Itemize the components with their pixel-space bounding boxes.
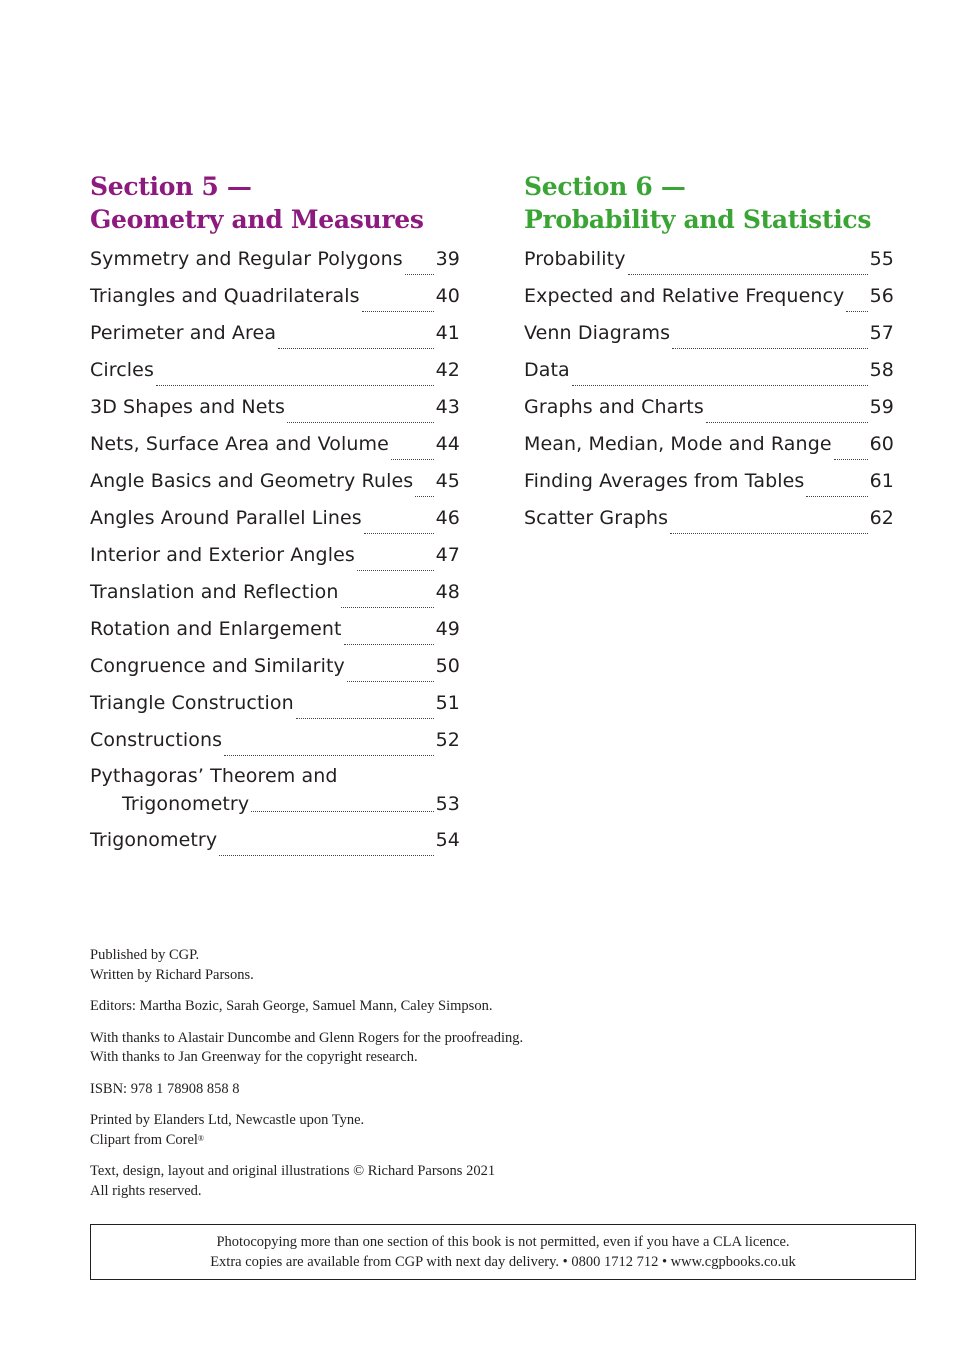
published-by: Published by CGP. (90, 947, 200, 963)
page-number: 45 (435, 470, 460, 492)
page-number: 49 (435, 618, 460, 640)
dot-leader (415, 496, 433, 497)
printing-info (90, 1111, 690, 1150)
entry-title: Symmetry and Regular Polygons (90, 248, 403, 270)
entry-title: Venn Diagrams (524, 322, 671, 344)
dot-leader (834, 459, 868, 460)
toc-entry[interactable] (90, 503, 460, 540)
page-number: 39 (435, 248, 460, 270)
printed-by: Printed by Elanders Ltd, Newcastle upon Tyne. (90, 1112, 365, 1128)
editors: Editors: Martha Bozic, Sarah George, Samuel Mann, Caley Simpson. (90, 998, 493, 1014)
toc-entry[interactable] (524, 281, 894, 318)
section-heading (90, 170, 460, 236)
entry-title: Nets, Surface Area and Volume (90, 433, 389, 455)
order-info: Extra copies are available from CGP with next day delivery. • 0800 1712 712 • www.cgpbooks.co.uk (210, 1254, 796, 1270)
page-number: 60 (869, 433, 894, 455)
toc-list (524, 244, 894, 540)
toc-entry[interactable] (90, 281, 460, 318)
toc-entry[interactable] (90, 614, 460, 651)
toc-entry[interactable] (90, 540, 460, 577)
entry-title: Circles (90, 359, 154, 381)
dot-leader (391, 459, 434, 460)
page-number: 61 (869, 470, 894, 492)
entry-title: Triangles and Quadrilaterals (90, 285, 360, 307)
registered-mark: ® (197, 1133, 204, 1143)
dot-leader (341, 607, 434, 608)
toc-entry[interactable] (90, 577, 460, 614)
dot-leader (278, 348, 434, 349)
page-number: 47 (435, 544, 460, 566)
dot-leader (287, 422, 434, 423)
toc-entry[interactable] (90, 762, 460, 818)
toc-entry[interactable] (90, 688, 460, 725)
written-by: Written by Richard Parsons. (90, 966, 254, 983)
dot-leader (251, 811, 433, 812)
toc-entry[interactable] (90, 466, 460, 503)
entry-title: Mean, Median, Mode and Range (524, 433, 832, 455)
toc-entry[interactable] (90, 244, 460, 281)
rights-reserved: All rights reserved. (90, 1182, 202, 1199)
toc-entry[interactable] (524, 318, 894, 355)
toc-entry[interactable] (524, 503, 894, 540)
section-5-contents (90, 170, 460, 862)
page-number: 51 (435, 692, 460, 714)
entry-title: Rotation and Enlargement (90, 618, 342, 640)
dot-leader (806, 496, 867, 497)
toc-entry[interactable] (90, 651, 460, 688)
entry-title: Graphs and Charts (524, 396, 704, 418)
copyright-line: Text, design, layout and original illustrations © Richard Parsons 2021 (90, 1163, 496, 1179)
dot-leader (347, 681, 434, 682)
page-number: 57 (869, 322, 894, 344)
entry-title: Triangle Construction (90, 692, 294, 714)
dot-leader (672, 348, 867, 349)
section-6-contents (524, 170, 894, 540)
entry-title: Finding Averages from Tables (524, 470, 805, 492)
toc-list (90, 244, 460, 862)
section-number: Section 5 — (90, 172, 252, 201)
page-number: 62 (869, 507, 894, 529)
acknowledgements (90, 1029, 690, 1068)
entry-title: Interior and Exterior Angles (90, 544, 355, 566)
clipart-credit: Clipart from Corel (90, 1131, 198, 1148)
page-number: 55 (869, 248, 894, 270)
page-number: 40 (435, 285, 460, 307)
photocopy-notice-box (90, 1224, 916, 1280)
dot-leader (670, 533, 867, 534)
dot-leader (846, 311, 867, 312)
toc-entry[interactable] (90, 725, 460, 762)
toc-entry[interactable] (524, 429, 894, 466)
section-title: Geometry and Measures (90, 205, 424, 234)
toc-entry[interactable] (90, 825, 460, 862)
entry-title: Probability (524, 248, 626, 270)
entry-title: Angles Around Parallel Lines (90, 507, 362, 529)
copyright-info (90, 1162, 690, 1201)
page-number: 59 (869, 396, 894, 418)
thanks-proofreading: With thanks to Alastair Duncombe and Glenn Rogers for the proofreading. (90, 1029, 524, 1046)
page-number: 52 (435, 729, 460, 751)
dot-leader (572, 385, 868, 386)
dot-leader (357, 570, 434, 571)
entry-title-line2: Trigonometry (122, 793, 250, 815)
toc-entry[interactable] (90, 355, 460, 392)
entry-title: Expected and Relative Frequency (524, 285, 845, 307)
dot-leader (219, 855, 433, 856)
toc-entry[interactable] (90, 318, 460, 355)
toc-entry[interactable] (524, 392, 894, 429)
entry-title: Perimeter and Area (90, 322, 277, 344)
dot-leader (224, 755, 433, 756)
dot-leader (296, 718, 434, 719)
page-number: 43 (435, 396, 460, 418)
toc-entry[interactable] (90, 392, 460, 429)
page-number: 44 (435, 433, 460, 455)
entry-title-line1: Pythagoras’ Theorem and (90, 765, 338, 787)
page-number: 42 (435, 359, 460, 381)
dot-leader (156, 385, 434, 386)
isbn: ISBN: 978 1 78908 858 8 (90, 1080, 240, 1097)
entry-title: 3D Shapes and Nets (90, 396, 286, 418)
entry-title: Trigonometry (90, 829, 218, 851)
toc-entry[interactable] (524, 244, 894, 281)
dot-leader (628, 274, 868, 275)
page-number: 53 (435, 793, 460, 815)
entry-title: Congruence and Similarity (90, 655, 345, 677)
dot-leader (344, 644, 434, 645)
photocopy-notice: Photocopying more than one section of this book is not permitted, even if you have a CLA licence. (216, 1234, 790, 1250)
entry-title: Data (524, 359, 570, 381)
dot-leader (364, 533, 434, 534)
publisher-info (90, 946, 690, 985)
entry-title: Translation and Reflection (90, 581, 339, 603)
dot-leader (405, 274, 434, 275)
page-number: 50 (435, 655, 460, 677)
section-heading (524, 170, 894, 236)
section-title: Probability and Statistics (524, 205, 872, 234)
section-number: Section 6 — (524, 172, 686, 201)
toc-entry[interactable] (524, 355, 894, 392)
dot-leader (706, 422, 868, 423)
entry-title: Angle Basics and Geometry Rules (90, 470, 414, 492)
page-number: 46 (435, 507, 460, 529)
page-number: 48 (435, 581, 460, 603)
publication-credits (90, 946, 690, 1213)
toc-entry[interactable] (524, 466, 894, 503)
thanks-copyright: With thanks to Jan Greenway for the copyright research. (90, 1049, 418, 1065)
page-number: 41 (435, 322, 460, 344)
entry-title: Constructions (90, 729, 223, 751)
dot-leader (362, 311, 434, 312)
entry-title: Scatter Graphs (524, 507, 669, 529)
page-number: 54 (435, 829, 460, 851)
toc-entry[interactable] (90, 429, 460, 466)
page-number: 58 (869, 359, 894, 381)
page-number: 56 (869, 285, 894, 307)
